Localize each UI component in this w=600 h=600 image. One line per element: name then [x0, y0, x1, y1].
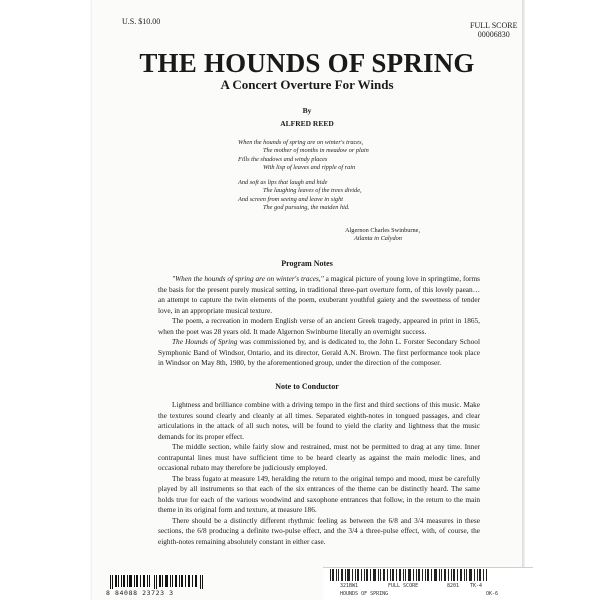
poem-attribution [345, 227, 420, 244]
poem-line: And screen from seeing and leave in sight [238, 195, 343, 203]
conductor-paragraph: The brass fugato at measure 149, heralding the return to the original tempo and mood, must be carefully played by all instruments so that each of the six entrances of the theme can be distinctly heard. The same holds true for each of the various woodwind and saxophone entrances that follow, in the return to the main theme in its original form and texture, at measure 186. [158, 473, 480, 514]
conductor-paragraph: The middle section, while fairly slow and restrained, must not be permitted to drag at any time. Inner contrapuntal lines must have sufficient time to be heard clearly as against the main melodic lines, and occasional rubato may therefore be judiciously employed. [158, 442, 480, 472]
by-line: By [302, 106, 312, 115]
poem-line: The mother of months in meadow or plain [263, 147, 369, 155]
note-to-conductor [158, 400, 480, 547]
page-edge [522, 0, 525, 600]
score-label [470, 21, 518, 39]
program-notes [158, 274, 480, 369]
poem-line: With lisp of leaves and ripple of rain [263, 163, 356, 171]
work-title: The Hounds of Spring [172, 337, 238, 346]
label-extra: TK-4 [470, 583, 483, 589]
program-notes-paragraph: "When the hounds of spring are on winter's traces," a magical picture of young love in springtime, forms the basis for the present purely musical setting, in traditional three-part overture form, of this lovely paean… an attempt to capture the twin elements of the poem, exuberant youthful gaiety and the sweetness of tender love, in an appropriate musical texture. [158, 274, 480, 315]
price: U.S. $10.00 [122, 17, 161, 26]
label-number: 8201 [447, 583, 460, 589]
subtitle: A Concert Overture For Winds [220, 77, 394, 92]
poem-line: And soft as lips that laugh and hide [238, 179, 328, 187]
poem-line: Fills the shadows and windy places [238, 155, 328, 163]
label-barcode [330, 569, 510, 581]
poem-line: When the hounds of spring are on winter's traces, [238, 139, 364, 146]
program-notes-paragraph: The Hounds of Spring was commissioned by, and is dedicated to, the John L. Forster Secondary School Symphonic Band of Windsor, Ontario, and its director, Gerald A.N. Brown. The first performance took place in Windsor on May 8th, 1980, by the aforementioned group, under the direction of the composer. [158, 337, 480, 367]
program-notes-paragraph: The poem, a recreation in modern English verse of an ancient Greek tragedy, appeared in print in 1865, when the poet was 28 years old. It made Algernon Swinburne literally an overnight success. [158, 316, 480, 336]
poem-author: Algernon Charles Swinburne, [345, 227, 421, 234]
poem-line: The god pursuing, the maiden hid. [263, 204, 350, 212]
composer-name: ALFRED REED [280, 119, 334, 128]
poem-line: The laughing leaves of the trees divide, [263, 187, 362, 195]
upc-number: 8 84088 23723 3 [106, 589, 174, 597]
label-code: 321BW1 [340, 583, 359, 589]
label-title: HOUNDS OF SPRING [340, 591, 389, 597]
label-extra-2: OK-6 [486, 591, 499, 597]
poem-quote: "When the hounds of spring are on winter's traces," [172, 274, 324, 283]
note-to-conductor-heading: Note to Conductor [275, 382, 339, 391]
page-title: THE HOUNDS OF SPRING [139, 48, 475, 78]
upc-barcode [110, 575, 205, 589]
program-notes-heading: Program Notes [281, 259, 333, 268]
label-type: FULL SCORE [388, 583, 419, 589]
conductor-paragraph: Lightness and brilliance combine with a driving tempo in the first and third sections of this music. Make the textures sound clearly and cleanly at all times. Separated eighth-notes in tongued passages, and clear articulations in the attack of all such notes, will be found to yield the clarity and lightness that the music demands for its proper effect. [158, 400, 480, 441]
conductor-paragraph: There should be a distinctly different rhythmic feeling as between the 6/8 and 3/4 measures in these sections, the 6/8 producing a definite two-pulse effect, and the 3/4 a three-pulse effect, with, of course, the eighth-notes remaining absolutely constant in either case. [158, 515, 480, 546]
poem [238, 139, 369, 212]
poem-source: Atlanta in Calydon [354, 235, 402, 243]
score-type: FULL SCORE [470, 21, 518, 30]
catalog-number: 00006830 [477, 30, 510, 39]
